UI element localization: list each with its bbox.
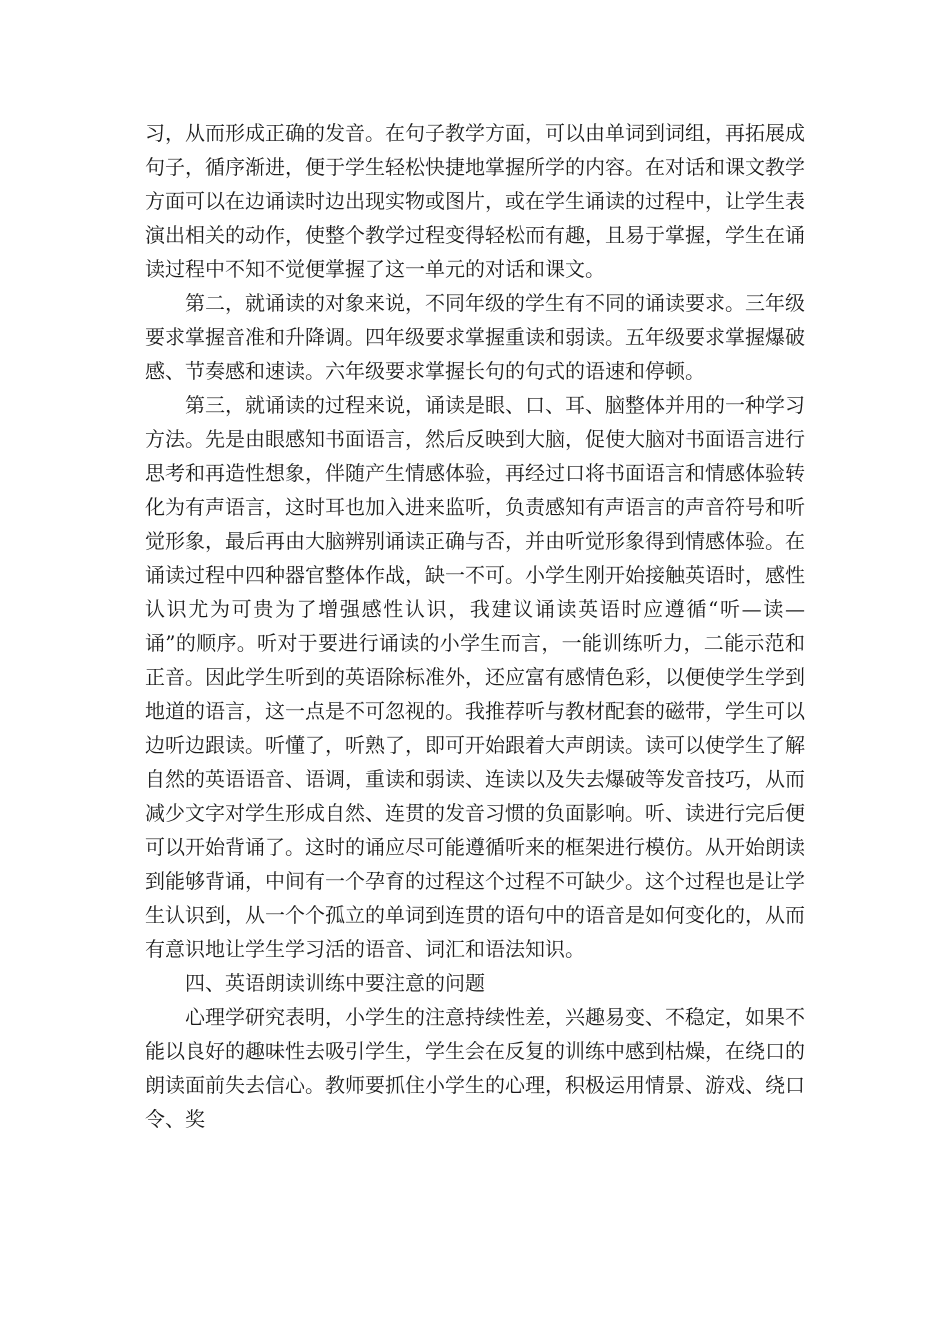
paragraph-third-point: 第三，就诵读的过程来说，诵读是眼、口、耳、脑整体并用的一种学习方法。先是由眼感知书面语言，然后反映到大脑，促使大脑对书面语言进行思考和再造性想象，伴随产生情感体验，再经过口将书面语言和情感体验转化为有声语言，这时耳也加入进来监听，负责感知有声语言的声音符号和听觉形象，最后再由大脑辨别诵读正确与否，并由听觉形象得到情感体验。在诵读过程中四种器官整体作战，缺一不可。小学生刚开始接触英语时，感性认识尤为可贵为了增强感性认识，我建议诵读英语时应遵循“听—读—诵”的顺序。听对于要进行诵读的小学生而言，一能训练听力，二能示范和正音。因此学生听到的英语除标准外，还应富有感情色彩，以便使学生学到地道的语言，这一点是不可忽视的。我推荐听与教材配套的磁带，学生可以边听边跟读。听懂了，听熟了，即可开始跟着大声朗读。读可以使学生了解自然的英语语音、语调，重读和弱读、连读以及失去爆破等发音技巧，从而减少文字对学生形成自然、连贯的发音习惯的负面影响。听、读进行完后便可以开始背诵了。这时的诵应尽可能遵循听来的框架进行模仿。从开始朗读到能够背诵，中间有一个孕育的过程这个过程不可缺少。这个过程也是让学生认识到，从一个个孤立的单词到连贯的语句中的语音是如何变化的，从而有意识地让学生学习活的语音、词汇和语法知识。 [145, 393, 805, 961]
paragraph-second-point: 第二，就诵读的对象来说，不同年级的学生有不同的诵读要求。三年级要求掌握音准和升降调。四年级要求掌握重读和弱读。五年级要求掌握爆破感、节奏感和速读。六年级要求掌握长句的句式的语速和停顿。 [145, 291, 805, 383]
paragraph-continuation: 习，从而形成正确的发音。在句子教学方面，可以由单词到词组，再拓展成句子，循序渐进，便于学生轻松快捷地掌握所学的内容。在对话和课文教学方面可以在边诵读时边出现实物或图片，或在学生诵读的过程中，让学生表演出相关的动作，使整个教学过程变得轻松而有趣，且易于掌握，学生在诵读过程中不知不觉便掌握了这一单元的对话和课文。 [145, 121, 805, 281]
section-heading: 四、英语朗读训练中要注意的问题 [185, 971, 485, 995]
document-body [145, 116, 805, 1136]
paragraph-psychology: 心理学研究表明，小学生的注意持续性差，兴趣易变、不稳定，如果不能以良好的趣味性去吸引学生，学生会在反复的训练中感到枯燥，在绕口的朗读面前失去信心。教师要抓住小学生的心理，积极运用情景、游戏、绕口令、奖 [145, 1005, 805, 1131]
